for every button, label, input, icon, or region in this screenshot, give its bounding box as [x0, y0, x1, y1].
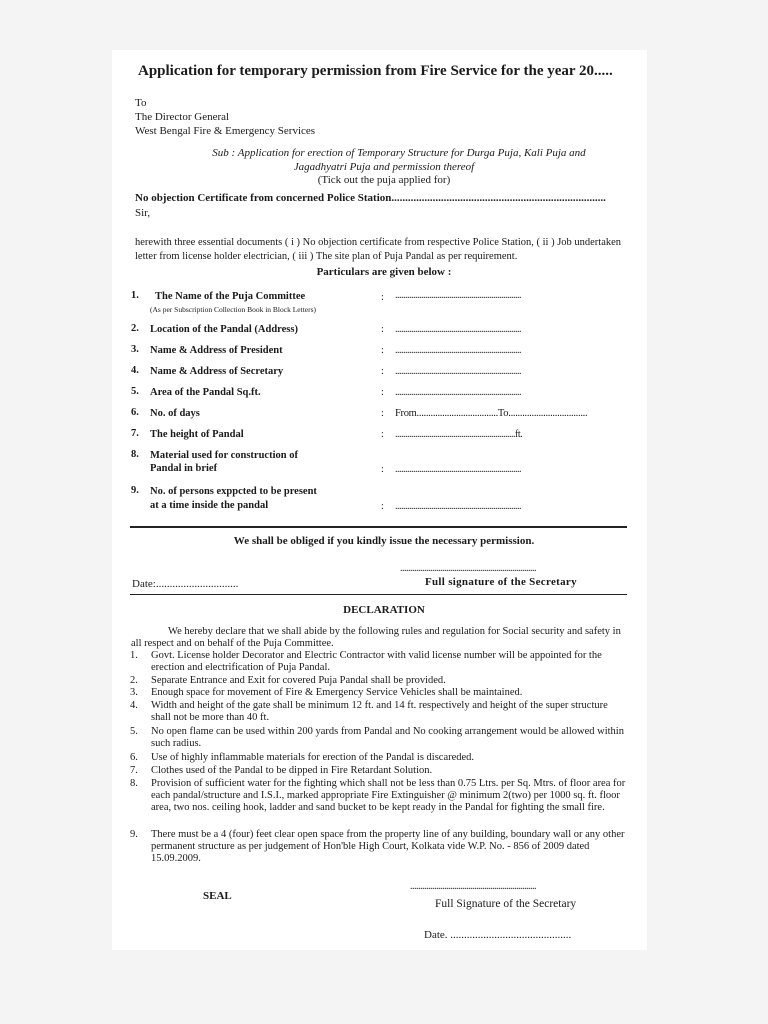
rule-text: There must be a 4 (four) feet clear open space from the property line of any building, boundary wall or any other permanent structure as per judgement of Hon'ble High Court, Kolkata vide W.P. No. - 856 of 2009 dated 15.09.2009. [151, 829, 625, 864]
item-number: 2. [131, 323, 139, 334]
subject-line-1: Sub : Application for erection of Temporary Structure for Durga Puja, Kali Puja and [212, 147, 586, 159]
rule-number: 3. [130, 687, 138, 698]
rule-number: 4. [130, 700, 138, 711]
fill-in-president[interactable]: ............................................................... [395, 345, 521, 356]
rule-text: Enough space for movement of Fire & Emergency Service Vehicles shall be maintained. [151, 687, 523, 698]
seal-label: SEAL [203, 890, 232, 902]
rule-number: 1. [130, 650, 138, 661]
item-label-persons: No. of persons exppcted to be present [150, 486, 317, 497]
item-colon: : [381, 387, 384, 398]
rule-text: Width and height of the gate shall be minimum 12 ft. and 14 ft. respectively and height of the super structure shall not be more than 40 ft. [151, 700, 608, 723]
section-divider [130, 594, 627, 595]
item-number: 9. [131, 485, 139, 496]
fill-in-days[interactable]: From...................................To.................................. [395, 408, 588, 419]
date-field-2[interactable]: Date. ............................................ [424, 929, 572, 941]
rule-item [130, 687, 628, 699]
item-label-material-cont: Pandal in brief [150, 463, 218, 474]
fill-in-area[interactable]: ............................................................... [395, 387, 521, 398]
rule-number: 2. [130, 675, 138, 686]
subject-line-2: Jagadhyatri Puja and permission thereof [293, 161, 475, 173]
item-sublabel: (As per Subscription Collection Book in Block Letters) [150, 305, 317, 314]
item-label-days: No. of days [150, 408, 200, 419]
rule-text: Clothes used of the Pandal to be dipped in Fire Retardant Solution. [151, 765, 433, 776]
rule-item [130, 675, 628, 687]
item-colon: : [381, 408, 384, 419]
fill-in-height[interactable]: ............................................................ft. [395, 429, 523, 440]
signature-label-1: Full signature of the Secretary [425, 576, 577, 588]
item-label-height: The height of Pandal [150, 429, 244, 440]
signature-line-1[interactable]: .................................................................... [400, 563, 536, 574]
rule-number: 9. [130, 829, 138, 840]
item-colon: : [381, 429, 384, 440]
date-field-1[interactable]: Date:.............................. [132, 578, 239, 590]
rule-number: 7. [130, 765, 138, 776]
item-colon: : [381, 324, 384, 335]
address-to: To [135, 97, 147, 109]
fill-in-secretary[interactable]: ............................................................... [395, 366, 521, 377]
rule-item [130, 778, 628, 814]
noc-line: No objection Certificate from concerned Police Station.............................................................................. [135, 192, 606, 204]
rule-text: No open flame can be used within 200 yards from Pandal and No cooking arrangement would be allowed within such radius. [151, 726, 624, 749]
fill-in-location[interactable]: ............................................................... [395, 324, 521, 335]
rule-item [130, 829, 628, 865]
address-line-1: The Director General [135, 111, 230, 123]
fill-in-persons[interactable]: ............................................................... [395, 501, 521, 512]
signature-label-2: Full Signature of the Secretary [435, 898, 577, 910]
particulars-heading: Particulars are given below : [316, 266, 452, 278]
rule-item [130, 752, 628, 764]
subject-line [0, 146, 768, 174]
item-label-persons-cont: at a time inside the pandal [150, 500, 269, 511]
rule-number: 5. [130, 726, 138, 737]
item-label-puja-committee: The Name of the Puja Committee [155, 291, 306, 302]
item-colon: : [381, 464, 384, 475]
item-label-area: Area of the Pandal Sq.ft. [150, 387, 261, 398]
item-label-location: Location of the Pandal (Address) [150, 324, 298, 335]
item-number: 8. [131, 449, 139, 460]
item-label-secretary: Name & Address of Secretary [150, 366, 284, 377]
item-number: 5. [131, 386, 139, 397]
item-label-president: Name & Address of President [150, 345, 283, 356]
item-number: 3. [131, 344, 139, 355]
rule-text: Govt. License holder Decorator and Electric Contractor with valid license number will be appointed for the erection and electrification of Puja Pandal. [151, 650, 602, 673]
tick-note: (Tick out the puja applied for) [317, 174, 451, 186]
declaration-intro: We hereby declare that we shall abide by the following rules and regulation for Social security and safety in all respect and on behalf of the Puja Committee. [131, 626, 621, 649]
signature-line-2[interactable]: ............................................................... [410, 881, 536, 892]
item-number: 6. [131, 407, 139, 418]
item-colon: : [381, 345, 384, 356]
salutation: Sir, [135, 207, 151, 219]
rule-item [130, 650, 628, 674]
fill-in-puja-committee[interactable]: ............................................................... [395, 290, 521, 301]
rule-text: Separate Entrance and Exit for covered Puja Pandal shall be provided. [151, 675, 446, 686]
rule-item [130, 700, 628, 724]
item-number: 4. [131, 365, 139, 376]
item-label-material: Material used for construction of [150, 450, 298, 461]
rule-text: Use of highly inflammable materials for erection of the Pandal is discareded. [151, 752, 475, 763]
fill-in-material[interactable]: ............................................................... [395, 464, 521, 475]
address-line-2: West Bengal Fire & Emergency Services [135, 125, 316, 137]
item-colon: : [381, 501, 384, 512]
rule-text: Provision of sufficient water for the fighting which shall not be less than 0.75 Ltrs. per Sq. Mtrs. of floor area for each pandal/structure and I.S.I., marked appropriate Fire Extinguisher @ minimum 2(two) per 1000 sq. ft. floor area, two nos. ceiling hook, ladder and sand bucket to be kept ready in the Pandal for fighting the small fire. [151, 778, 626, 813]
rule-item [130, 726, 628, 750]
item-colon: : [381, 366, 384, 377]
item-number: 7. [131, 428, 139, 439]
rule-number: 8. [130, 778, 138, 789]
item-colon: : [381, 292, 384, 303]
intro-paragraph: herewith three essential documents ( i ) No objection certificate from respective Police Station, ( ii ) Job undertaken letter from license holder electrician, ( iii ) The site plan of Puja Pandal as per requirement. [135, 237, 622, 262]
rule-number: 6. [130, 752, 138, 763]
rule-item [130, 765, 628, 777]
declaration-heading: DECLARATION [343, 604, 425, 616]
item-number: 1. [131, 290, 139, 301]
section-divider [130, 526, 627, 528]
obliged-line: We shall be obliged if you kindly issue the necessary permission. [233, 535, 535, 547]
form-title: Application for temporary permission from Fire Service for the year 20..... [138, 63, 613, 79]
